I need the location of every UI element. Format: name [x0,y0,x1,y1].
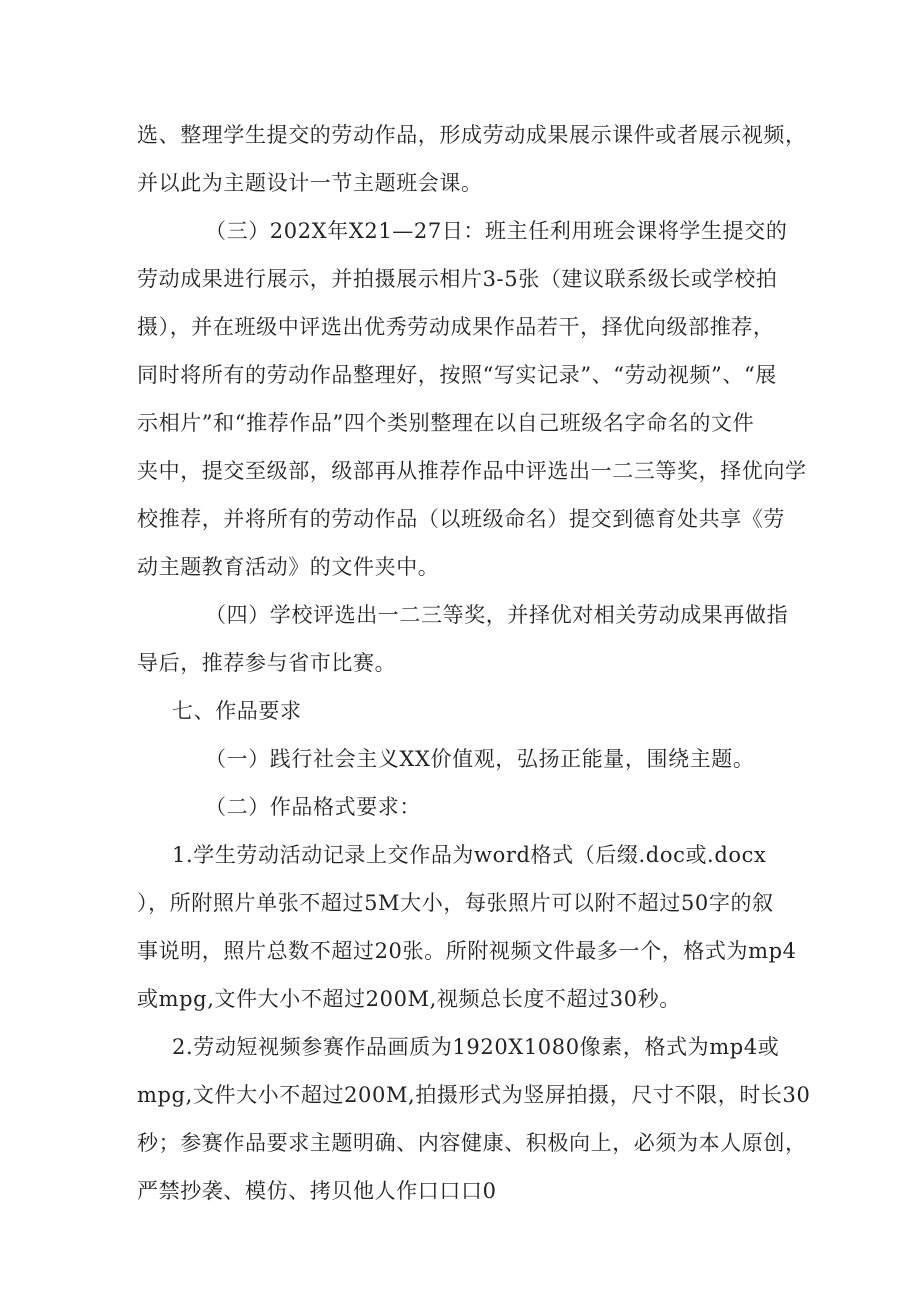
body-text-line: mpg,文件大小不超过200M,拍摄形式为竖屏拍摄，尺寸不限，时长30 [137,1083,811,1107]
body-text-line: 选、整理学生提交的劳动作品，形成劳动成果展示课件或者展示视频， [137,123,807,147]
section-heading: 七、作品要求 [172,699,302,723]
body-text-line: 劳动成果进行展示，并拍摄展示相片3-5张（建议联系级长或学校拍 [137,267,778,291]
paragraph-step-three: （三）202X年X21—27日：班主任利用班会课将学生提交的 [205,219,788,243]
paragraph-step-four: （四）学校评选出一二三等奖，并择优对相关劳动成果再做指 [205,603,789,627]
body-text-line: ），所附照片单张不超过5M大小，每张照片可以附不超过50字的叙 [137,891,774,915]
body-text-line: 摄），并在班级中评选出优秀劳动成果作品若干，择优向级部推荐， [137,315,775,339]
body-text-line: 示相片”和“推荐作品”四个类别整理在以自己班级名字命名的文件 [137,411,755,435]
body-text-line: 事说明，照片总数不超过20张。所附视频文件最多一个，格式为mp4 [137,939,797,963]
body-text-line: 或mpg,文件大小不超过200M,视频总长度不超过30秒。 [137,987,681,1011]
requirement-item-one: （一）践行社会主义XX价值观，弘扬正能量，围绕主题。 [205,747,755,771]
body-text-line: 动主题教育活动》的文件夹中。 [137,555,440,579]
body-text-line: 同时将所有的劳动作品整理好，按照“写实记录”、“劳动视频”、“展 [137,363,777,387]
requirement-item-two: （二）作品格式要求： [205,795,421,819]
body-text-line: 导后，推荐参与省市比赛。 [137,651,397,675]
body-text-line: 并以此为主题设计一节主题班会课。 [137,171,483,195]
body-text-line: 严禁抄袭、模仿、拷贝他人作口口口0 [137,1179,497,1203]
body-text-line: 校推荐，并将所有的劳动作品（以班级命名）提交到德育处共享《劳 [137,507,785,531]
body-text-line: 夹中，提交至级部，级部再从推荐作品中评选出一二三等奖，择优向学 [137,459,807,483]
format-rule-two: 2.劳动短视频参赛作品画质为1920X1080像素，格式为mp4或 [172,1035,780,1059]
body-text-line: 秒；参赛作品要求主题明确、内容健康、积极向上，必须为本人原创， [137,1131,807,1155]
format-rule-one: 1.学生劳动活动记录上交作品为word格式（后缀.doc或.docx [172,843,767,867]
